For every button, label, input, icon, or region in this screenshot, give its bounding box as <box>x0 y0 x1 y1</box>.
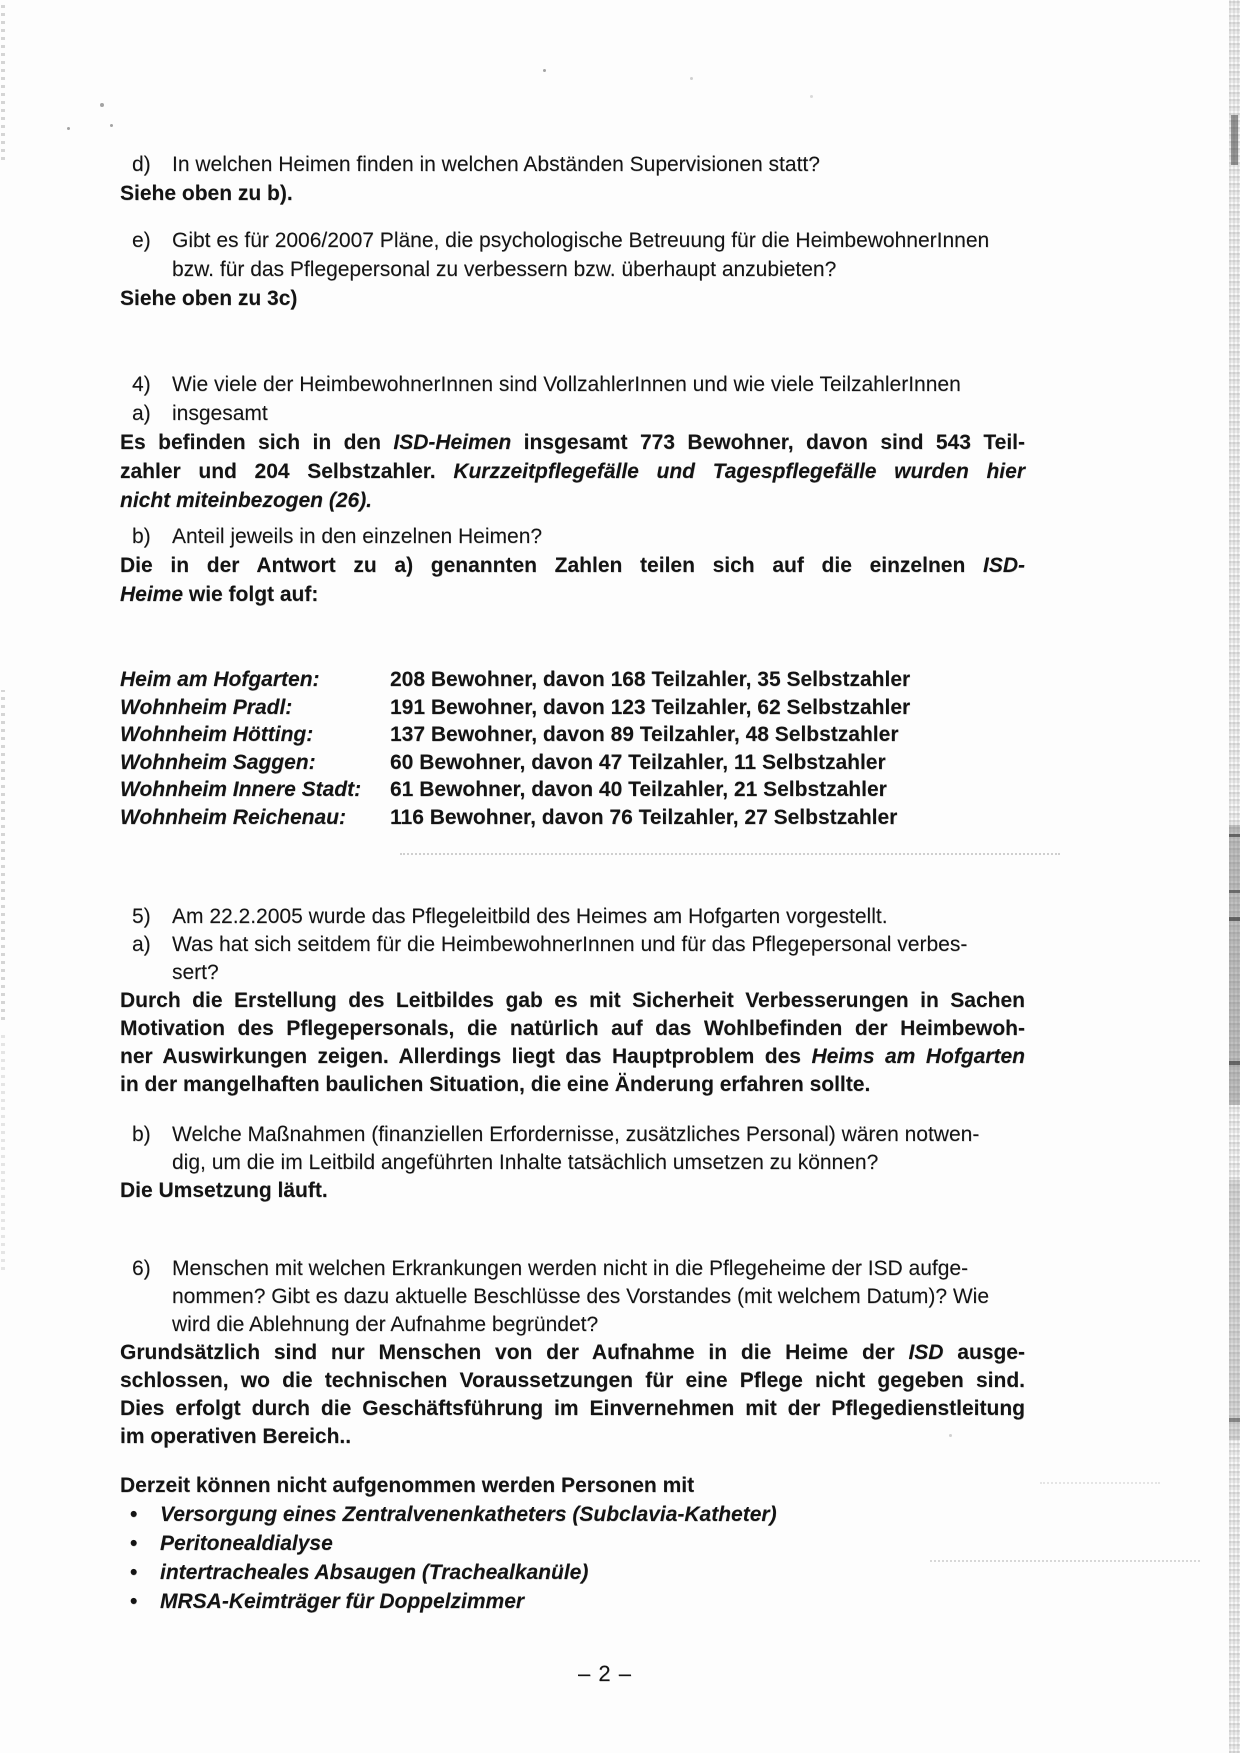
home-name: Wohnheim Reichenau: <box>120 805 346 829</box>
emphasized-text: Heims am Hofgarten <box>811 1045 1025 1068</box>
question-line <box>120 1121 1025 1177</box>
scan-speck <box>690 77 693 80</box>
bullet-icon: • <box>130 1561 138 1584</box>
scan-edge-artifact-right <box>1229 0 1240 1753</box>
question-line <box>120 522 1025 551</box>
question-line <box>120 370 1025 399</box>
table-row <box>120 694 1025 722</box>
item-label: b) <box>132 525 151 548</box>
section-question-4 <box>120 370 1025 515</box>
question-line <box>120 150 1025 179</box>
section-question-6 <box>120 1255 1025 1451</box>
section-question-4b <box>120 522 1025 609</box>
question-line <box>120 399 1025 428</box>
bullet-icon: • <box>130 1590 138 1613</box>
list-item <box>120 1558 1025 1587</box>
emphasized-text: ISD-Heimen <box>393 431 512 454</box>
answer-line: in der mangelhaften baulichen Situation, die eine Änderung erfahren sollte. <box>120 1073 871 1096</box>
home-stats: 116 Bewohner, davon 76 Teilzahler, 27 Selbstzahler <box>390 805 898 829</box>
home-name: Heim am Hofgarten: <box>120 668 320 691</box>
section-question-e <box>120 226 1025 313</box>
question-text: Gibt es für 2006/2007 Pläne, die psychologische Betreuung für die HeimbewohnerInnen bzw. für das Pflegepersonal zu verbessern bzw. überhaupt anzubieten? <box>172 229 990 281</box>
home-name: Wohnheim Saggen: <box>120 750 316 774</box>
answer-line: nicht miteinbezogen (26). <box>120 489 373 512</box>
emphasized-text: Kurzzeitpflegefälle und Tagespflegefälle wurden hier <box>453 460 1025 483</box>
answer-line: Heime wie folgt auf: <box>120 583 319 606</box>
answer-line: schlossen, wo die technischen Voraussetzungen für eine Pflege nicht gegeben sind. <box>120 1369 1025 1392</box>
table-row <box>120 666 1025 694</box>
answer-text: Siehe oben zu 3c) <box>120 287 298 310</box>
answer-line: Die in der Antwort zu a) genannten Zahlen teilen sich auf die einzelnen ISD- <box>120 554 1025 577</box>
question-text: In welchen Heimen finden in welchen Abständen Supervisionen statt? <box>172 153 820 176</box>
list-item-text: intertracheales Absaugen (Trachealkanüle) <box>160 1561 589 1584</box>
home-stats: 60 Bewohner, davon 47 Teilzahler, 11 Selbstzahler <box>390 750 886 774</box>
item-label: e) <box>132 229 151 252</box>
question-text: Wie viele der HeimbewohnerInnen sind VollzahlerInnen und wie viele TeilzahlerInnen <box>172 373 961 396</box>
question-line <box>120 903 1025 931</box>
list-item <box>120 1529 1025 1558</box>
answer-line: im operativen Bereich.. <box>120 1425 352 1448</box>
section-question-5b <box>120 1121 1025 1205</box>
table-row <box>120 776 1025 804</box>
item-label: a) <box>132 402 151 425</box>
home-name: Wohnheim Hötting: <box>120 723 314 746</box>
answer-line: zahler und 204 Selbstzahler. Kurzzeitpflegefälle und Tagespflegefälle wurden hier <box>120 460 1025 483</box>
page-number: – 2 – <box>578 1661 632 1686</box>
item-label: 4) <box>132 373 151 396</box>
scan-speck <box>110 124 113 127</box>
scan-speck <box>100 103 104 107</box>
answer-line: Es befinden sich in den ISD-Heimen insgesamt 773 Bewohner, davon sind 543 Teil- <box>120 431 1025 454</box>
home-name: Wohnheim Innere Stadt: <box>120 778 362 801</box>
question-text: Am 22.2.2005 wurde das Pflegeleitbild des Heimes am Hofgarten vorgestellt. <box>172 905 888 928</box>
bullet-icon: • <box>130 1503 138 1526</box>
table-row <box>120 721 1025 749</box>
answer-line: Durch die Erstellung des Leitbildes gab es mit Sicherheit Verbesserungen in Sachen <box>120 989 1025 1012</box>
exclusion-list <box>120 1471 1025 1616</box>
list-item <box>120 1500 1025 1529</box>
list-item <box>120 1587 1025 1616</box>
question-text: Welche Maßnahmen (finanziellen Erfordernisse, zusätzliches Personal) wären notwen- dig, um die im Leitbild angeführten Inhalte tatsächlich umsetzen zu können? <box>172 1123 980 1174</box>
question-text: Anteil jeweils in den einzelnen Heimen? <box>172 525 543 548</box>
home-stats: 191 Bewohner, davon 123 Teilzahler, 62 Selbstzahler <box>390 695 911 719</box>
item-label: 5) <box>132 905 151 928</box>
item-label: a) <box>132 933 151 956</box>
exclusion-intro: Derzeit können nicht aufgenommen werden Personen mit <box>120 1474 695 1497</box>
answer-text: Siehe oben zu b). <box>120 182 293 205</box>
home-stats: 137 Bewohner, davon 89 Teilzahler, 48 Selbstzahler <box>390 723 899 746</box>
question-text: Menschen mit welchen Erkrankungen werden nicht in die Pflegeheime der ISD aufge- nommen? Gibt es dazu aktuelle Beschlüsse des Vorstandes (mit welchem Datum)? Wie wird die Ablehnung der Aufnahme begründet? <box>172 1257 990 1336</box>
scan-speck <box>543 69 546 72</box>
emphasized-text: ISD- <box>983 554 1025 577</box>
scan-dot-artifact <box>930 1560 1200 1562</box>
answer-line: Dies erfolgt durch die Geschäftsführung im Einvernehmen mit der Pflegedienstleitung <box>120 1397 1025 1420</box>
answer-line: Grundsätzlich sind nur Menschen von der Aufnahme in die Heime der ISD ausge- <box>120 1341 1025 1364</box>
home-name: Wohnheim Pradl: <box>120 695 293 719</box>
answer-text: Die Umsetzung läuft. <box>120 1179 328 1202</box>
list-item-text: Peritonealdialyse <box>160 1532 333 1555</box>
table-row <box>120 804 1025 832</box>
scan-edge-artifact-left <box>0 0 6 1753</box>
scan-speck <box>810 95 813 98</box>
section-question-d <box>120 150 1025 208</box>
homes-table <box>120 666 1025 831</box>
list-item-text: MRSA-Keimträger für Doppelzimmer <box>160 1590 525 1613</box>
item-label: 6) <box>132 1257 151 1280</box>
answer-line: Motivation des Pflegepersonals, die natürlich auf das Wohlbefinden der Heimbewoh- <box>120 1017 1025 1040</box>
section-question-5 <box>120 903 1025 1099</box>
home-stats: 61 Bewohner, davon 40 Teilzahler, 21 Selbstzahler <box>390 778 887 801</box>
question-text: insgesamt <box>172 402 268 425</box>
scan-speck <box>949 1434 952 1437</box>
list-item-text: Versorgung eines Zentralvenenkatheters (Subclavia-Katheter) <box>160 1503 777 1526</box>
table-row <box>120 749 1025 777</box>
scan-dot-artifact <box>400 853 1060 855</box>
home-stats: 208 Bewohner, davon 168 Teilzahler, 35 Selbstzahler <box>390 668 911 691</box>
answer-line: ner Auswirkungen zeigen. Allerdings liegt das Hauptproblem des Heims am Hofgarten <box>120 1045 1025 1068</box>
question-line <box>120 931 1025 987</box>
question-text: Was hat sich seitdem für die HeimbewohnerInnen und für das Pflegepersonal verbes- sert? <box>172 933 968 984</box>
scan-dot-artifact <box>1040 1482 1160 1484</box>
emphasized-text: ISD <box>908 1341 944 1364</box>
item-label: b) <box>132 1123 151 1146</box>
emphasized-text: Heime <box>120 583 184 606</box>
question-line <box>120 226 1025 284</box>
question-line <box>120 1255 1025 1339</box>
bullet-icon: • <box>130 1532 138 1555</box>
scan-speck <box>67 127 70 130</box>
item-label: d) <box>132 153 151 176</box>
